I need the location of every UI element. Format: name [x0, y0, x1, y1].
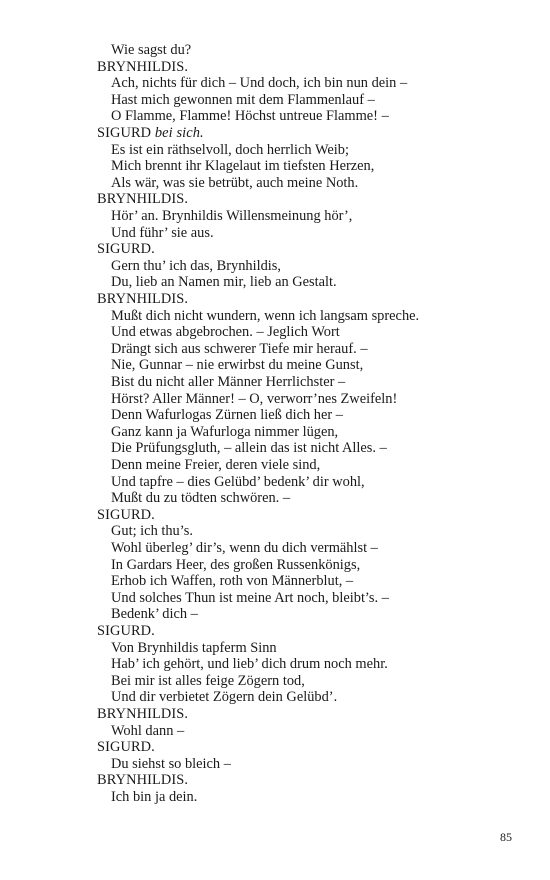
verse-text: In Gardars Heer, des großen Russenkönigs,: [111, 556, 361, 573]
verse-line: [111, 457, 320, 474]
verse-line: [111, 590, 389, 607]
verse-text: Wohl überleg’ dir’s, wenn du dich vermählst –: [111, 540, 378, 556]
verse-text: Und etwas abgebrochen. – Jeglich Wort: [111, 324, 340, 341]
page-number: 85: [500, 830, 512, 844]
speaker-label: [97, 507, 155, 524]
verse-line: [111, 640, 277, 657]
verse-text: Hörst? Aller Männer! – O, verworr’nes Zweifeln!: [111, 390, 398, 407]
verse-line: [111, 424, 338, 441]
speaker-label: [97, 623, 155, 640]
verse-text: Bist du nicht aller Männer Herrlichster –: [111, 374, 346, 390]
verse-text: Wie sagst du?: [111, 42, 192, 58]
verse-line: [111, 341, 368, 358]
verse-text: Bedenk’ dich –: [111, 606, 198, 623]
verse-text: Wohl dann –: [111, 722, 185, 739]
verse-line: [111, 689, 337, 706]
verse-line: [111, 108, 389, 125]
verse-text: Mich brennt ihr Klagelaut im tiefsten Herzen,: [111, 158, 375, 175]
speaker-label: [97, 772, 188, 789]
verse-text: Ganz kann ja Wafurloga nimmer lügen,: [111, 423, 339, 440]
verse-text: Erhob ich Waffen, roth von Männerblut, –: [111, 573, 354, 590]
verse-text: Gut; ich thu’s.: [111, 523, 193, 540]
verse-text: Es ist ein räthselvoll, doch herrlich Weib;: [111, 141, 349, 158]
verse-line: [111, 92, 375, 109]
verse-text: Und führ’ sie aus.: [111, 224, 214, 241]
speaker-label: [97, 241, 155, 258]
verse-line: [111, 656, 388, 673]
verse-text: Mußt dich nicht wundern, wenn ich langsam spreche.: [111, 307, 420, 324]
speaker-name: SIGURD: [97, 125, 152, 141]
verse-line: [111, 523, 193, 540]
speaker-name: BRYNHILDIS.: [97, 706, 189, 722]
verse-line: [111, 142, 349, 159]
verse-line: [111, 158, 374, 175]
verse-text: Und solches Thun ist meine Art noch, bleibt’s. –: [111, 589, 389, 606]
verse-line: [111, 357, 363, 374]
verse-line: [111, 474, 365, 491]
verse-line: [111, 324, 340, 341]
verse-text: Die Prüfungsgluth, – allein das ist nicht Alles. –: [111, 440, 387, 457]
verse-text: Mußt du zu tödten schwören. –: [111, 490, 291, 507]
speaker-name: SIGURD.: [97, 739, 155, 756]
speaker-label: [97, 125, 204, 142]
verse-text: Du, lieb an Namen mir, lieb an Gestalt.: [111, 274, 337, 291]
speaker-label: [97, 739, 155, 756]
verse-line: [111, 490, 290, 507]
verse-text: Nie, Gunnar – nie erwirbst du meine Gunst,: [111, 357, 364, 374]
verse-line: [111, 225, 214, 242]
verse-line: [111, 606, 198, 623]
verse-text: Und dir verbietet Zögern dein Gelübd’.: [111, 689, 338, 706]
verse-line: [111, 407, 343, 424]
verse-line: [111, 374, 345, 391]
verse-line: [111, 308, 419, 325]
verse-text: Denn meine Freier, deren viele sind,: [111, 457, 321, 473]
speaker-name: SIGURD.: [97, 506, 155, 523]
verse-line: [111, 573, 353, 590]
verse-line: [111, 756, 231, 773]
verse-text: Du siehst so bleich –: [111, 755, 231, 772]
verse-line: [111, 208, 352, 225]
verse-text: Hab’ ich gehört, und lieb’ dich drum noch mehr.: [111, 656, 388, 673]
verse-text: Von Brynhildis tapferm Sinn: [111, 639, 277, 656]
verse-line: [111, 75, 407, 92]
speaker-name: SIGURD.: [97, 241, 155, 258]
verse-line: [111, 175, 358, 192]
verse-text: Drängt sich aus schwerer Tiefe mir herauf. –: [111, 340, 368, 357]
verse-text: Hast mich gewonnen mit dem Flammenlauf –: [111, 91, 375, 108]
verse-text: Hör’ an. Brynhildis Willensmeinung hör’,: [111, 208, 353, 224]
verse-line: [111, 274, 337, 291]
verse-text: O Flamme, Flamme! Höchst untreue Flamme! –: [111, 108, 389, 125]
speaker-name: BRYNHILDIS.: [97, 772, 189, 789]
speaker-label: [97, 191, 188, 208]
verse-line: [111, 440, 387, 457]
speaker-label: [97, 706, 188, 723]
verse-text: Denn Wafurlogas Zürnen ließ dich her –: [111, 407, 343, 424]
speaker-name: BRYNHILDIS.: [97, 58, 189, 75]
verse-text: Als wär, was sie betrübt, auch meine Noth.: [111, 174, 359, 191]
verse-line: [111, 391, 397, 408]
verse-line: [111, 258, 281, 275]
verse-line: [111, 723, 184, 740]
speaker-name: BRYNHILDIS.: [97, 291, 189, 307]
verse-line: [111, 540, 378, 557]
stage-direction: bei sich.: [154, 125, 204, 141]
speaker-name: BRYNHILDIS.: [97, 191, 189, 208]
speaker-label: [97, 59, 188, 76]
verse-line: [111, 557, 360, 574]
verse-line: [111, 42, 191, 59]
verse-text: Ach, nichts für dich – Und doch, ich bin nun dein –: [111, 75, 408, 92]
verse-text: Bei mir ist alles feige Zögern tod,: [111, 672, 305, 689]
verse-line: [111, 673, 305, 690]
verse-text: Und tapfre – dies Gelübd’ bedenk’ dir wohl,: [111, 473, 365, 490]
verse-line: [111, 789, 197, 806]
speaker-name: SIGURD.: [97, 623, 155, 639]
verse-text: Ich bin ja dein.: [111, 789, 198, 805]
speaker-label: [97, 291, 188, 308]
verse-text: Gern thu’ ich das, Brynhildis,: [111, 257, 281, 274]
